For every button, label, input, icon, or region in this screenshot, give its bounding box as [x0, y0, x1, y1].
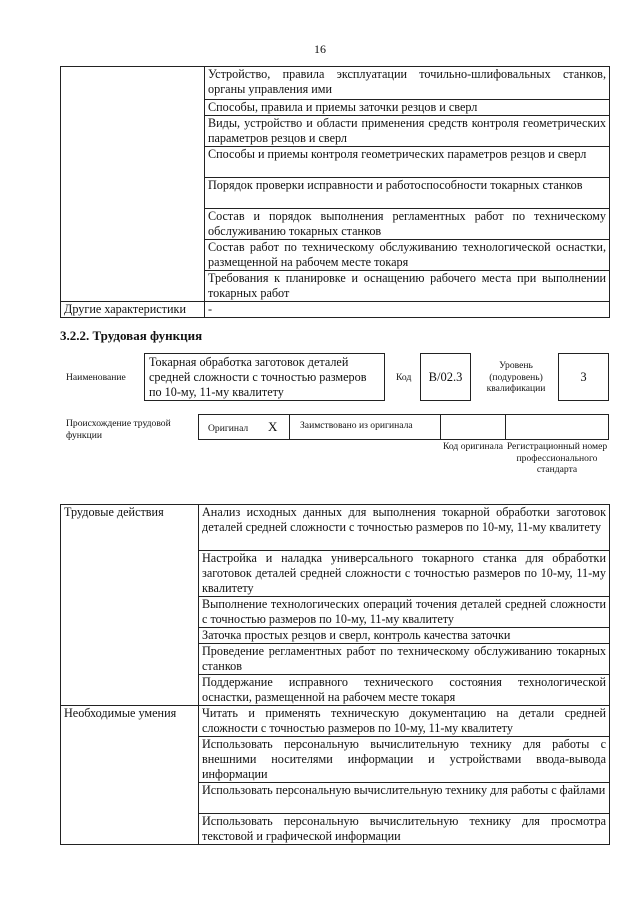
- reg-number-caption: Регистрационный номер профессионального стандарта: [506, 441, 608, 475]
- code-original-caption: Код оригинала: [442, 441, 504, 452]
- table-cell: Состав работ по техническому обслуживанию технологической оснастки, размещенной на рабочем месте токаря: [205, 240, 610, 271]
- table-cell: Поддержание исправного технического состояния технологической оснастки, размещенной на рабочем месте токаря: [199, 675, 610, 706]
- section-heading: 3.2.2. Трудовая функция: [60, 328, 203, 343]
- table-cell: Способы и приемы контроля геометрических параметров резцов и сверл: [205, 147, 610, 178]
- reg-number-cell: [505, 414, 609, 440]
- borrowed-label: Заимствовано из оригинала: [300, 420, 413, 431]
- function-code: B/02.3: [428, 370, 463, 384]
- table-cell: Виды, устройство и области применения средств контроля геометрических параметров резцов и сверл: [205, 116, 610, 147]
- table-cell: Проведение регламентных работ по техническому обслуживанию токарных станков: [199, 644, 610, 675]
- table-cell: Анализ исходных данных для выполнения токарной обработки заготовок деталей средней сложности с точностью размеров по 10-му, 11-му квалитету: [199, 505, 610, 551]
- table-cell: Порядок проверки исправности и работоспособности токарных станков: [205, 178, 610, 209]
- table-cell: Использовать персональную вычислительную технику для просмотра текстовой и графической информации: [199, 814, 610, 845]
- borrowed-cell: [289, 414, 441, 440]
- group-label: Необходимые умения: [61, 706, 199, 845]
- function-name-box: [144, 353, 385, 401]
- table-cell: Заточка простых резцов и сверл, контроль качества заточки: [199, 628, 610, 644]
- table-cell: Устройство, правила эксплуатации точильно-шлифовальных станков, органы управления ими: [205, 67, 610, 100]
- table-cell: -: [205, 302, 610, 318]
- name-label: Наименование: [66, 372, 126, 383]
- knowledge-table: [60, 66, 610, 318]
- table-row: [61, 302, 610, 318]
- level-box: [558, 353, 609, 401]
- table-cell: Читать и применять техническую документацию на детали средней сложности с точностью размеров по 10-му, 11-му квалитету: [199, 706, 610, 737]
- table-row: [61, 706, 610, 737]
- table-cell: Использовать персональную вычислительную технику для работы с внешними носителями информации и устройствами ввода-вывода информации: [199, 737, 610, 783]
- group-label: Трудовые действия: [61, 505, 199, 706]
- table-row: [61, 505, 610, 551]
- function-name: Токарная обработка заготовок деталей средней сложности с точностью размеров по 10-му, 11-му квалитету: [149, 355, 367, 399]
- origin-label: Происхождение трудовой функции: [66, 418, 171, 441]
- table-cell: Выполнение технологических операций точения деталей средней сложности с точностью размеров по 10-му, 11-му квалитету: [199, 597, 610, 628]
- code-label: Код: [396, 372, 412, 383]
- table-row: [61, 67, 610, 100]
- table-cell: Состав и порядок выполнения регламентных работ по техническому обслуживанию токарных станков: [205, 209, 610, 240]
- level-label: Уровень (подуровень) квалификации: [486, 360, 546, 394]
- original-label: Оригинал: [208, 423, 249, 434]
- page-number: 16: [314, 42, 326, 56]
- labor-actions-table: [60, 504, 610, 845]
- table-cell: Использовать персональную вычислительную технику для работы с файлами: [199, 783, 610, 814]
- original-mark: X: [268, 419, 278, 434]
- table-cell: Настройка и наладка универсального токарного станка для обработки заготовок деталей средней сложности с точностью размеров по 10-му, 11-му квалитету: [199, 551, 610, 597]
- original-cell: [198, 414, 290, 440]
- level-value: 3: [580, 370, 587, 384]
- table-label-cell: Другие характеристики: [61, 302, 205, 318]
- table-label-cell: [61, 67, 205, 302]
- table-cell: Способы, правила и приемы заточки резцов и сверл: [205, 100, 610, 116]
- code-box: [420, 353, 471, 401]
- code-original-cell: [440, 414, 506, 440]
- table-cell: Требования к планировке и оснащению рабочего места при выполнении токарных работ: [205, 271, 610, 302]
